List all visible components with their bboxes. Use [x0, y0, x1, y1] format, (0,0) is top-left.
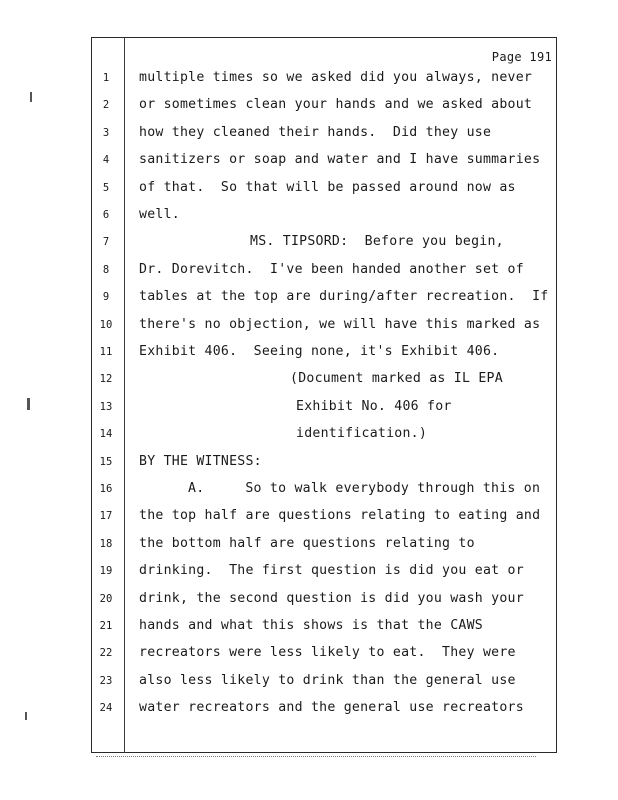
line-number: 15 — [99, 455, 113, 468]
line-number: 20 — [99, 592, 113, 605]
transcript-line — [0, 700, 560, 720]
line-text: or sometimes clean your hands and we asked about — [139, 97, 533, 113]
line-text: MS. TIPSORD: Before you begin, — [250, 234, 504, 250]
line-text: (Document marked as IL EPA — [290, 371, 503, 387]
scan-speck — [30, 92, 32, 102]
line-text: the bottom half are questions relating to — [139, 535, 475, 551]
transcript-line — [0, 508, 560, 528]
line-number: 8 — [102, 263, 110, 276]
line-text: drink, the second question is did you wash your — [139, 590, 524, 606]
line-number: 16 — [99, 483, 113, 495]
line-number: 22 — [99, 647, 113, 660]
line-text: recreators were less likely to eat. They were — [139, 645, 516, 661]
line-number: 9 — [102, 291, 110, 304]
line-text: also less likely to drink than the general use — [139, 672, 516, 688]
scan-noise-line — [96, 756, 536, 757]
transcript-line — [0, 426, 560, 446]
transcript-line — [0, 289, 560, 309]
line-number: 4 — [102, 154, 110, 167]
line-text: sanitizers or soap and water and I have summaries — [139, 152, 541, 168]
scan-speck — [27, 398, 30, 410]
line-number: 3 — [102, 126, 110, 139]
transcript-line — [0, 618, 560, 638]
line-number: 24 — [99, 702, 113, 715]
line-text: well. — [139, 207, 180, 222]
transcript-line — [0, 481, 560, 501]
line-number: 14 — [99, 428, 113, 441]
line-text: there's no objection, we will have this marked as — [139, 316, 541, 332]
line-text: BY THE WITNESS: — [139, 453, 262, 469]
line-text: tables at the top are during/after recreation. If — [139, 289, 549, 305]
line-number: 13 — [99, 400, 113, 413]
line-number: 10 — [99, 318, 113, 331]
line-number: 6 — [102, 209, 110, 221]
line-number: 12 — [99, 373, 113, 386]
transcript-line — [0, 454, 560, 474]
transcript-line — [0, 125, 560, 145]
transcript-line — [0, 207, 560, 227]
line-text: how they cleaned their hands. Did they use — [139, 124, 492, 140]
line-number: 2 — [102, 99, 110, 112]
line-number: 19 — [99, 565, 113, 578]
line-text: water recreators and the general use recreators — [139, 700, 524, 716]
transcript-line — [0, 344, 560, 364]
transcript-line — [0, 645, 560, 665]
scan-speck — [25, 712, 27, 720]
line-text: the top half are questions relating to eating and — [139, 508, 541, 524]
page-number: Page 191 — [491, 50, 552, 64]
line-text: multiple times so we asked did you always, never — [139, 70, 533, 85]
line-number: 5 — [102, 181, 110, 194]
line-number: 7 — [102, 236, 110, 249]
line-text: Exhibit No. 406 for — [296, 398, 452, 414]
transcript-line — [0, 591, 560, 611]
transcript-line — [0, 180, 560, 200]
transcript-line — [0, 399, 560, 419]
line-text: of that. So that will be passed around now as — [139, 179, 516, 195]
line-text: identification.) — [296, 426, 428, 442]
line-number: 17 — [99, 510, 113, 523]
line-text: drinking. The first question is did you eat or — [139, 563, 524, 579]
transcript-line — [0, 673, 560, 693]
line-text: A. So to walk everybody through this on — [188, 481, 541, 496]
line-text: Dr. Dorevitch. I've been handed another set of — [139, 261, 524, 277]
transcript-line — [0, 317, 560, 337]
transcript-line — [0, 563, 560, 583]
transcript-line — [0, 262, 560, 282]
line-text: hands and what this shows is that the CAWS — [139, 618, 483, 633]
line-number: 1 — [102, 72, 110, 84]
transcript-line — [0, 234, 560, 254]
transcript-line — [0, 152, 560, 172]
line-number: 21 — [99, 620, 113, 632]
transcript-line — [0, 97, 560, 117]
line-number: 11 — [99, 346, 113, 358]
transcript-line — [0, 70, 560, 90]
line-text: Exhibit 406. Seeing none, it's Exhibit 406. — [139, 344, 500, 359]
line-number: 18 — [99, 537, 113, 550]
transcript-line — [0, 536, 560, 556]
line-number: 23 — [99, 674, 113, 687]
transcript-line — [0, 371, 560, 391]
